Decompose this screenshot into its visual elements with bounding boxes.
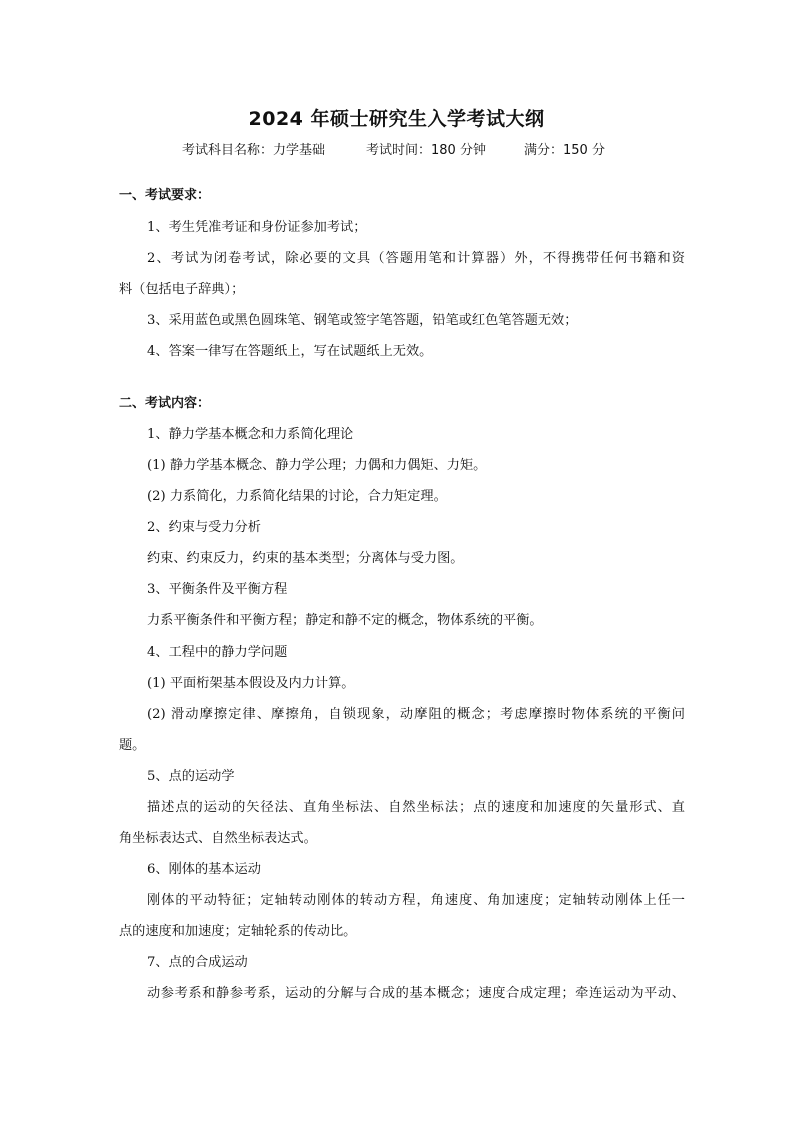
paragraph-line: 6、刚体的基本运动 [147, 862, 261, 877]
paragraph-line: (1) 静力学基本概念、静力学公理；力偶和力偶矩、力矩。 [147, 458, 487, 473]
paragraph-line: 2、考试为闭卷考试，除必要的文具（答题用笔和计算器）外，不得携带任何书籍和资 [147, 251, 685, 266]
paragraph-line: 5、点的运动学 [147, 769, 235, 784]
paragraph-line: 题。 [119, 738, 146, 753]
paragraph-line: 7、点的合成运动 [147, 955, 248, 970]
exam-score: 满分：150 分 [524, 143, 605, 158]
exam-subject: 考试科目名称：力学基础 [182, 143, 326, 158]
paragraph-line: 描述点的运动的矢径法、直角坐标法、自然坐标法；点的速度和加速度的矢量形式、直 [147, 800, 685, 815]
paragraph-line: 料（包括电子辞典）； [119, 282, 245, 297]
paragraph-line: 约束、约束反力，约束的基本类型；分离体与受力图。 [147, 551, 464, 566]
paragraph-line: 刚体的平动特征；定轴转动刚体的转动方程，角速度、角加速度；定轴转动刚体上任一 [147, 893, 685, 908]
section-heading: 二、考试内容： [119, 396, 211, 411]
paragraph-line: (2) 滑动摩擦定律、摩擦角，自锁现象，动摩阻的概念；考虑摩擦时物体系统的平衡问 [147, 707, 685, 722]
paragraph-line: 1、考生凭准考证和身份证参加考试； [147, 220, 367, 235]
paragraph-line: 角坐标表达式、自然坐标表达式。 [119, 831, 317, 846]
paragraph-line: 4、工程中的静力学问题 [147, 645, 288, 660]
paragraph-line: 2、约束与受力分析 [147, 520, 261, 535]
paragraph-line: 4、答案一律写在答题纸上，写在试题纸上无效。 [147, 344, 433, 359]
paragraph-line: 动参考系和静参考系，运动的分解与合成的基本概念；速度合成定理；牵连运动为平动、 [147, 986, 685, 1001]
section-heading: 一、考试要求： [119, 188, 211, 203]
exam-time: 考试时间：180 分钟 [366, 143, 486, 158]
paragraph-line: (2) 力系简化，力系简化结果的讨论，合力矩定理。 [147, 489, 447, 504]
paragraph-line: 3、采用蓝色或黑色圆珠笔、钢笔或签字笔答题，铅笔或红色笔答题无效； [147, 313, 578, 328]
paragraph-line: 点的速度和加速度；定轴轮系的传动比。 [119, 924, 357, 939]
paragraph-line: 1、静力学基本概念和力系简化理论 [147, 427, 354, 442]
paragraph-line: 力系平衡条件和平衡方程；静定和静不定的概念，物体系统的平衡。 [147, 613, 543, 628]
paragraph-line: (1) 平面桁架基本假设及内力计算。 [147, 676, 355, 691]
page-title: 2024 年硕士研究生入学考试大纲 [248, 108, 545, 130]
paragraph-line: 3、平衡条件及平衡方程 [147, 582, 288, 597]
